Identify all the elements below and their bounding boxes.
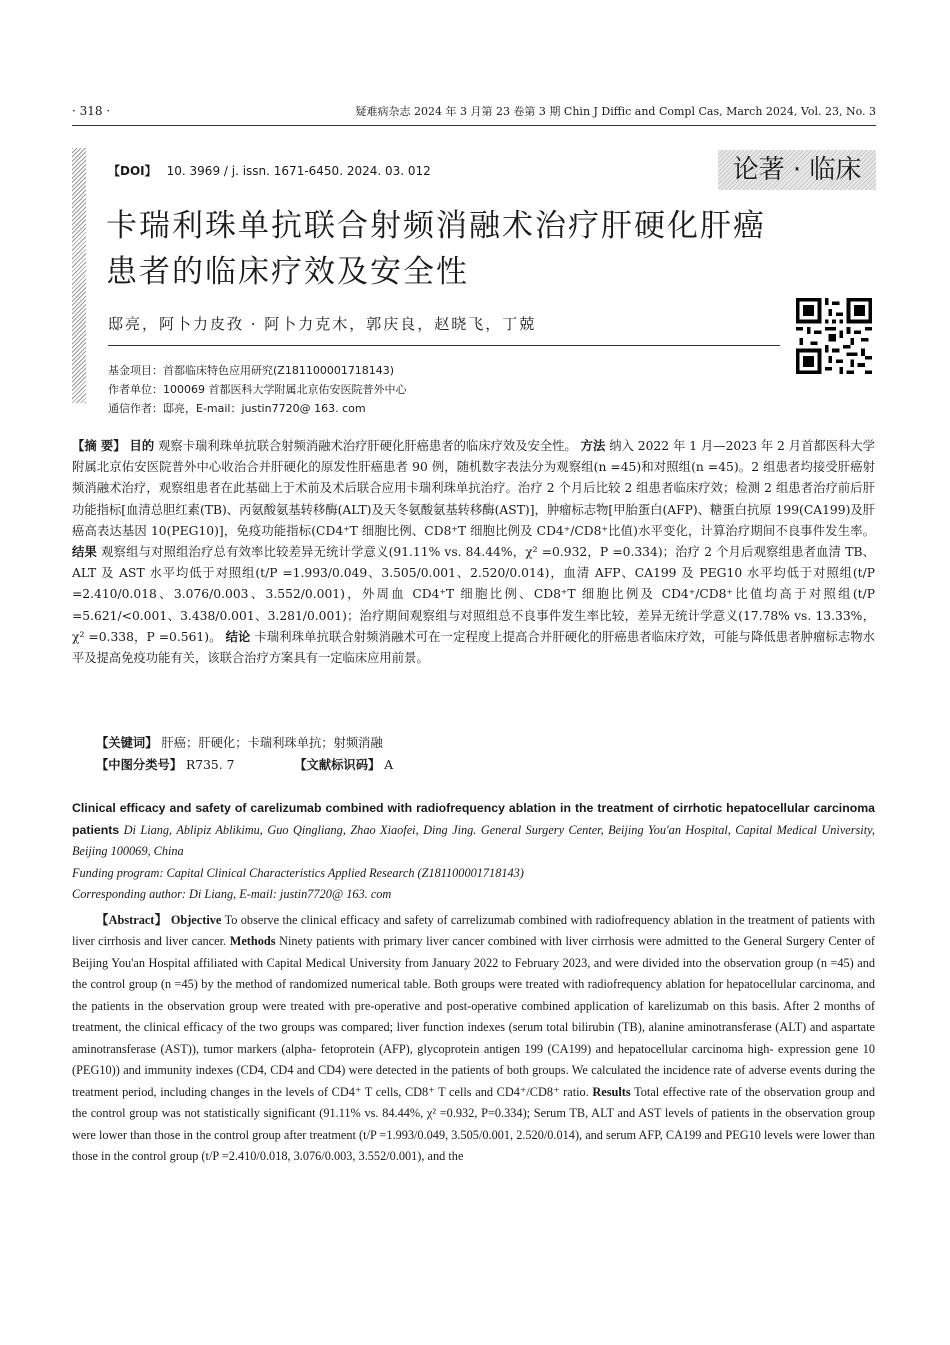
- keywords: [96, 733, 383, 751]
- clc-label: 【中图分类号】: [96, 758, 183, 772]
- english-objective: To observe the clinical efficacy and safety of carrelizumab combined with radiofrequency ablation in the treatment of patients with liver cirrhosis and liver cancer.: [72, 912, 875, 948]
- english-results-label: Results: [592, 1084, 631, 1099]
- doc-code-label: 【文献标识码】: [294, 758, 381, 772]
- title-line-2: 患者的临床疗效及安全性: [106, 254, 469, 290]
- english-abstract-block: [72, 798, 875, 1168]
- doi-label: 【DOI】: [108, 164, 157, 178]
- english-methods: Ninety patients with primary liver cancer combined with liver cirrhosis were admitted to the General Surgery Center of Beijing You'an Hospital affiliated with Capital Medical University from January 2022 to February 2023, and were divided into the observation group (n =45) and the control group (n =45) by the method of randomized numerical table. Both groups were treated with radiofrequency ablation for hepatocellular carcinoma, and the patients in the observation group were treated with pre-operative and post-operative combined application of karelizumab on this basis. After 2 months of treatment, the clinical efficacy of the two groups was compared; liver function indexes (serum total bilirubin (TB), alanine aminotransferase (ALT) and aspartate aminotransferase (AST)), tumor markers (alpha- fetoprotein (AFP), glycoprotein antigen 199 (CA199) and hepatocellular carcinoma high- expression gene 10 (PEG10)) and immunity indexes (CD4, CD4 and CD4) were detected in the patients of both groups. We calculated the incidence rate of adverse events during the treatment period, including changes in the levels of CD4⁺ T cells, CD8⁺ T cells and CD4⁺/CD8⁺ ratio.: [72, 934, 876, 1099]
- doc-code-value: A: [384, 758, 394, 772]
- objective-text: 观察卡瑞利珠单抗联合射频消融术治疗肝硬化肝癌患者的临床疗效及安全性。: [158, 439, 577, 453]
- clc-value: R735. 7: [186, 758, 235, 772]
- english-objective-label: Objective: [170, 912, 222, 927]
- keywords-value: 肝癌；肝硬化；卡瑞利珠单抗；射频消融: [161, 736, 383, 750]
- abstract-label: 【摘 要】: [72, 439, 126, 453]
- doi-value[interactable]: 10. 3969 / j. issn. 1671-6450. 2024. 03. 012: [166, 164, 431, 178]
- journal-citation: 疑难病杂志 2024 年 3 月第 23 卷第 3 期 Chin J Diffic and Compl Cas, March 2024, Vol. 23, No. 3: [355, 105, 876, 118]
- conclusion-text: 卡瑞利珠单抗联合射频消融术可在一定程度上提高合并肝硬化的肝癌患者临床疗效，可能与降低患者肿瘤标志物水平及提高免疫功能有关，该联合治疗方案具有一定临床应用前景。: [72, 629, 875, 666]
- english-corresponding: Corresponding author: Di Liang, E-mail: justin7720@ 163. com: [72, 887, 392, 901]
- section-tag: 论著 · 临床: [718, 150, 876, 190]
- abstract-cn: [72, 436, 875, 669]
- correspondence-cn: 通信作者：邸亮，E-mail：justin7720@ 163. com: [108, 402, 366, 415]
- english-results: Total effective rate of the observation group and the control group was not statistically significant (91.11% vs. 84.44%, χ² =0.932, P=0.334); Serum TB, ALT and AST levels of patients in the observation group were lower than those in the control group after treatment (t/P =1.993/0.049, 3.505/0.001, 2.520/0.014), and serum AFP, CA199 and PEG10 levels were lower than those in the control group (t/P =2.410/0.018, 3.076/0.003, 3.552/0.001), and the: [72, 1084, 876, 1163]
- affiliation-cn: 作者单位：100069 首都医科大学附属北京佑安医院普外中心: [108, 383, 407, 396]
- english-methods-label: Methods: [229, 934, 276, 948]
- article-title-cn: [106, 203, 806, 295]
- methods-text: 纳入 2022 年 1 月—2023 年 2 月首都医科大学附属北京佑安医院普外中心收治合并肝硬化的原发性肝癌患者 90 例，随机数字表法分为观察组(n =45)和对照组(n =45)。2 组患者均接受肝癌射频消融术治疗，观察组患者在此基础上于术前及术后联合应用卡瑞利珠单抗治疗。治疗 2 个月后比较 2 组患者临床疗效；检测 2 组患者治疗前后肝功能指标[血清总胆红素(TB)、丙氨酸氨基转移酶(ALT)及天冬氨酸氨基转移酶(AST)]，肿瘤标志物[甲胎蛋白(AFP)、糖蛋白抗原 199(CA199)及肝癌高表达基因 10(PEG10)]，免疫功能指标(CD4⁺T 细胞比例、CD8⁺T 细胞比例及 CD4⁺/CD8⁺比值)水平变化，计算治疗期间不良事件发生率。: [72, 439, 875, 538]
- english-abstract: [72, 910, 875, 1168]
- results-text: 观察组与对照组治疗总有效率比较差异无统计学意义(91.11% vs. 84.44%，χ² =0.932，P =0.334)；治疗 2 个月后观察组患者血清 TB、ALT 及 AST 水平均低于对照组(t/P =1.993/0.049、3.505/0.001、2.520/0.014)，血清 AFP、CA199 及 PEG10 水平均低于对照组(t/P =2.410/0.018、3.076/0.003、3.552/0.001)，外周血 CD4⁺T 细胞比例、CD8⁺T 细胞比例及 CD4⁺/CD8⁺比值均高于对照组(t/P =5.621/<0.001、3.438/0.001、3.281/0.001)；治疗期间观察组与对照组总不良事件发生率比较，差异无统计学意义(17.78% vs. 13.33%，χ² =0.338，P =0.561)。: [72, 545, 875, 644]
- doi-line: [108, 162, 431, 179]
- title-line-1: 卡瑞利珠单抗联合射频消融术治疗肝硬化肝癌: [106, 208, 766, 244]
- qr-code-icon[interactable]: [796, 298, 872, 374]
- objective-label: 目的: [129, 439, 155, 453]
- title-divider: [108, 345, 780, 346]
- english-title: Clinical efficacy and safety of carelizumab combined with radiofrequency ablation in the treatment of cirrhotic hepatocellular carcinoma patients: [72, 801, 875, 837]
- page-number: · 318 ·: [72, 104, 111, 118]
- classification: [96, 755, 393, 773]
- english-abstract-label: 【Abstract】: [96, 912, 168, 927]
- conclusion-label: 结论: [225, 629, 251, 644]
- running-header: [72, 103, 876, 126]
- funding-cn: 基金项目：首都临床特色应用研究(Z181100001718143): [108, 364, 395, 377]
- english-authors: Di Liang, Ablipiz Ablikimu, Guo Qingliang, Zhao Xiaofei, Ding Jing. General Surgery Center, Beijing You'an Hospital, Capital Medical University, Beijing 100069, China: [72, 822, 875, 858]
- decorative-hatch-bar: [72, 148, 86, 403]
- article-meta: [108, 361, 407, 418]
- english-funding: Funding program: Capital Clinical Characteristics Applied Research (Z181100001718143): [72, 865, 524, 880]
- results-label: 结果: [72, 545, 97, 560]
- keywords-label: 【关键词】: [96, 736, 158, 750]
- authors-cn: 邸亮，阿卜力皮孜 · 阿卜力克木，郭庆良，赵晓飞，丁兢: [108, 315, 537, 333]
- methods-label: 方法: [580, 439, 606, 453]
